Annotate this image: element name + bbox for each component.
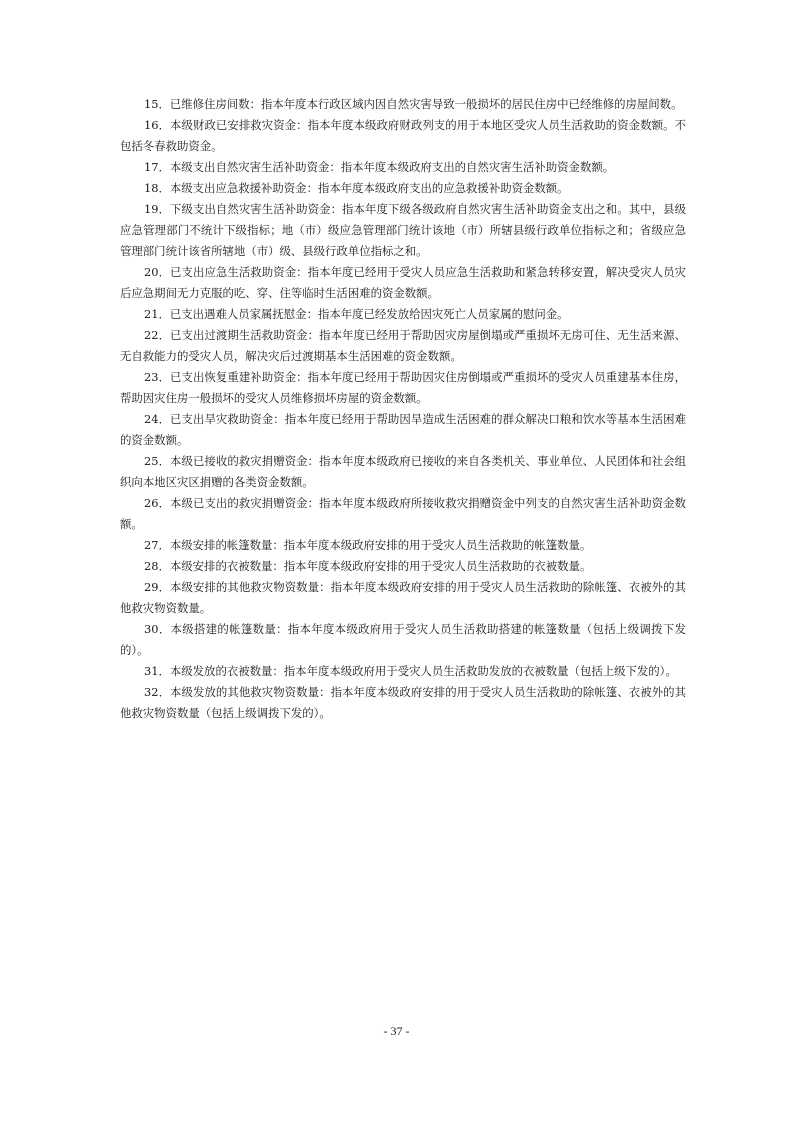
definition-item-20: 20．已支出应急生活救助资金：指本年度已经用于受灾人员应急生活救助和紧急转移安置，解决受灾人员灾后应急期间无力克服的吃、穿、住等临时生活困难的资金数额。 [120, 265, 686, 300]
definition-item-23: 23．已支出恢复重建补助资金：指本年度已经用于帮助因灾住房倒塌或严重损坏的受灾人员重建基本住房，帮助因灾住房一般损坏的受灾人员维修损坏房屋的资金数额。 [120, 370, 686, 405]
definition-item-25: 25．本级已接收的救灾捐赠资金：指本年度本级政府已接收的来自各类机关、事业单位、人民团体和社会组织向本地区灾区捐赠的各类资金数额。 [120, 454, 686, 489]
definition-item-22: 22．已支出过渡期生活救助资金：指本年度已经用于帮助因灾房屋倒塌或严重损坏无房可住、无生活来源、无自救能力的受灾人员，解决灾后过渡期基本生活困难的资金数额。 [120, 328, 686, 363]
definition-item-24: 24．已支出旱灾救助资金：指本年度已经用于帮助因旱造成生活困难的群众解决口粮和饮水等基本生活困难的资金数额。 [120, 412, 686, 447]
definition-item-28: 28．本级安排的衣被数量：指本年度本级政府安排的用于受灾人员生活救助的衣被数量。 [144, 559, 592, 573]
definition-item-17: 17．本级支出自然灾害生活补助资金：指本年度本级政府支出的自然灾害生活补助资金数额。 [144, 160, 615, 174]
definition-item-19: 19．下级支出自然灾害生活补助资金：指本年度下级各级政府自然灾害生活补助资金支出之和。其中，县级应急管理部门不统计下级指标；地（市）级应急管理部门统计该地（市）所辖县级行政单位指标之和；省级应急管理部门统计该省所辖地（市）级、县级行政单位指标之和。 [120, 202, 686, 258]
definition-item-27: 27．本级安排的帐篷数量：指本年度本级政府安排的用于受灾人员生活救助的帐篷数量。 [144, 538, 592, 552]
page-number: - 37 - [383, 1024, 410, 1038]
definition-item-15: 15．已维修住房间数：指本年度本行政区域内因自然灾害导致一般损坏的居民住房中已经维修的房屋间数。 [144, 97, 683, 111]
definitions-list [120, 94, 686, 724]
definition-item-21: 21．已支出遇难人员家属抚慰金：指本年度已经发放给因灾死亡人员家属的慰问金。 [144, 307, 569, 321]
definition-item-26: 26．本级已支出的救灾捐赠资金：指本年度本级政府所接收救灾捐赠资金中列支的自然灾害生活补助资金数额。 [120, 496, 686, 531]
definition-item-30: 30．本级搭建的帐篷数量：指本年度本级政府用于受灾人员生活救助搭建的帐篷数量（包括上级调拨下发的）。 [120, 622, 686, 657]
definition-item-16: 16．本级财政已安排救灾资金：指本年度本级政府财政列支的用于本地区受灾人员生活救助的资金数额。不包括冬春救助资金。 [120, 118, 686, 153]
definition-item-18: 18．本级支出应急救援补助资金：指本年度本级政府支出的应急救援补助资金数额。 [144, 181, 569, 195]
definition-item-29: 29．本级安排的其他救灾物资数量：指本年度本级政府安排的用于受灾人员生活救助的除帐篷、衣被外的其他救灾物资数量。 [120, 580, 686, 615]
definition-item-32: 32．本级发放的其他救灾物资数量：指本年度本级政府安排的用于受灾人员生活救助的除帐篷、衣被外的其他救灾物资数量（包括上级调拨下发的）。 [120, 685, 686, 720]
definition-item-31: 31．本级发放的衣被数量：指本年度本级政府用于受灾人员生活救助发放的衣被数量（包括上级下发的）。 [144, 664, 677, 678]
